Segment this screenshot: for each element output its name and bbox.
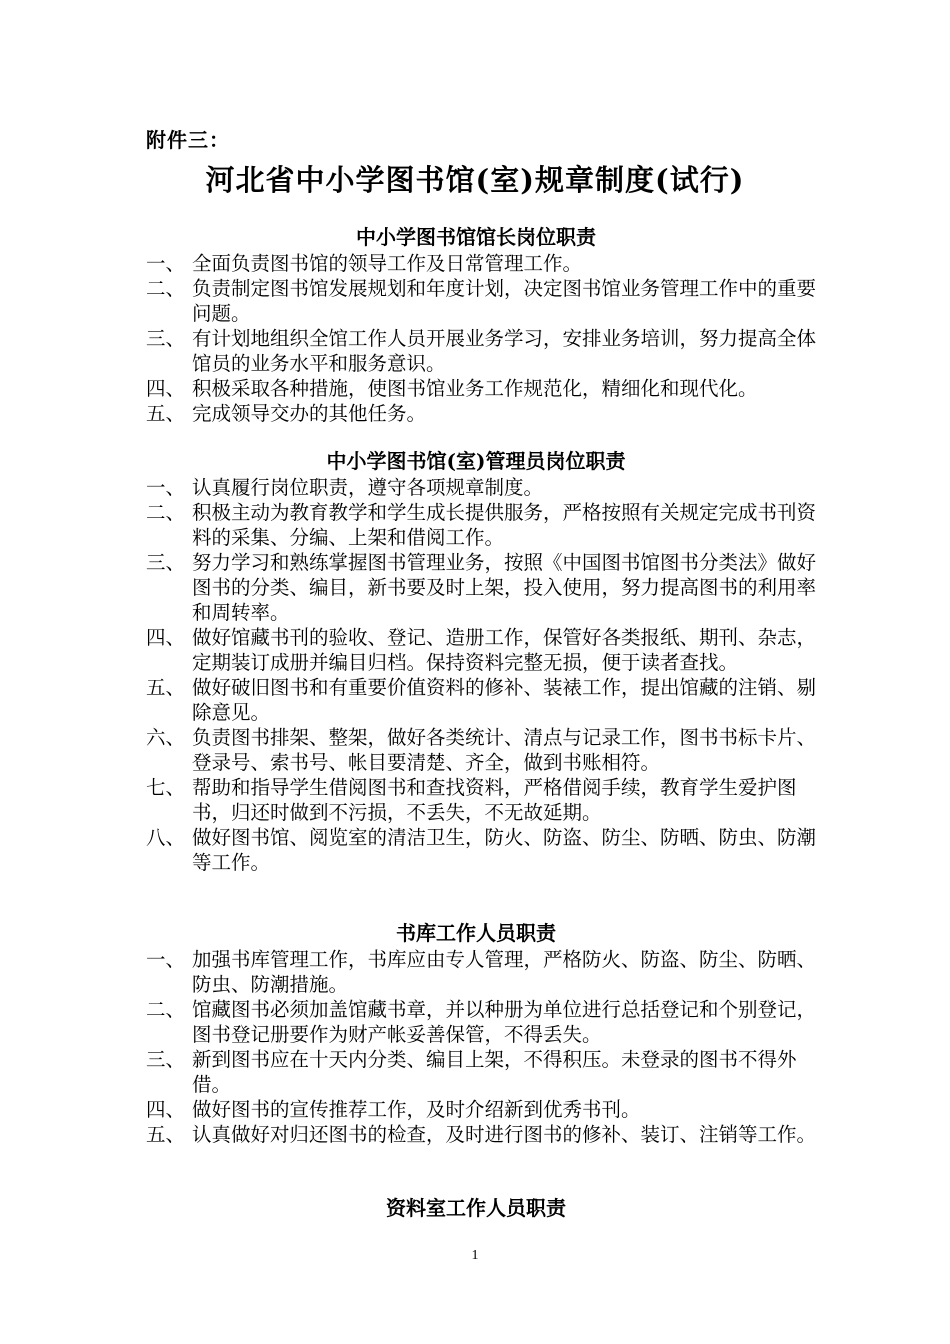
- item-number: 四、: [146, 626, 186, 649]
- item-number: 四、: [146, 377, 186, 400]
- item-text: 积极主动为教育教学和学生成长提供服务，严格按照有关规定完成书刊资料的采集、分编、上架和借阅工作。: [192, 501, 817, 549]
- item-number: 四、: [146, 1098, 186, 1121]
- list-item: [146, 947, 826, 997]
- list-item: [146, 825, 826, 875]
- list-item: [146, 675, 826, 725]
- section-heading: 资料室工作人员职责: [386, 1196, 566, 1220]
- list-item: [146, 775, 826, 825]
- item-text: 认真履行岗位职责，遵守各项规章制度。: [192, 476, 544, 499]
- item-text: 积极采取各种措施，使图书馆业务工作规范化，精细化和现代化。: [192, 377, 758, 400]
- list-item: [146, 251, 826, 276]
- item-text: 负责制定图书馆发展规划和年度计划，决定图书馆业务管理工作中的重要问题。: [192, 277, 817, 325]
- item-text: 加强书库管理工作，书库应由专人管理，严格防火、防盗、防尘、防晒、防虫、防潮措施。: [192, 948, 817, 996]
- item-text: 努力学习和熟练掌握图书管理业务，按照《中国图书馆图书分类法》做好图书的分类、编目，新书要及时上架，投入使用，努力提高图书的利用率和周转率。: [192, 551, 817, 624]
- item-number: 三、: [146, 1048, 186, 1071]
- item-number: 二、: [146, 998, 186, 1021]
- list-item: [146, 725, 826, 775]
- list-item: [146, 376, 826, 401]
- section-heading: 中小学图书馆馆长岗位职责: [356, 225, 596, 249]
- list-item: [146, 500, 826, 550]
- item-number: 二、: [146, 277, 186, 300]
- list-item: [146, 625, 826, 675]
- item-text: 认真做好对归还图书的检查，及时进行图书的修补、装订、注销等工作。: [192, 1123, 817, 1146]
- section-director-duties: [146, 224, 826, 426]
- list-item: [146, 997, 826, 1047]
- list-item: [146, 1047, 826, 1097]
- section-heading: 中小学图书馆(室)管理员岗位职责: [326, 449, 626, 473]
- section-librarian-duties: [146, 448, 826, 875]
- item-text: 帮助和指导学生借阅图书和查找资料，严格借阅手续，教育学生爱护图书，归还时做到不污损，不丢失，不无故延期。: [192, 776, 797, 824]
- item-text: 做好馆藏书刊的验收、登记、造册工作，保管好各类报纸、期刊、杂志，定期装订成册并编目归档。保持资料完整无损，便于读者查找。: [192, 626, 817, 674]
- document-title: 河北省中小学图书馆(室)规章制度(试行): [205, 163, 745, 197]
- item-text: 完成领导交办的其他任务。: [192, 402, 427, 425]
- item-text: 有计划地组织全馆工作人员开展业务学习，安排业务培训，努力提高全体馆员的业务水平和服务意识。: [192, 327, 817, 375]
- item-number: 一、: [146, 476, 186, 499]
- item-text: 新到图书应在十天内分类、编目上架，不得积压。未登录的图书不得外借。: [192, 1048, 797, 1096]
- section-heading: 书库工作人员职责: [396, 921, 556, 945]
- item-text: 负责图书排架、整架，做好各类统计、清点与记录工作，图书书标卡片、登录号、索书号、帐目要清楚、齐全，做到书账相符。: [192, 726, 817, 774]
- item-number: 五、: [146, 676, 186, 699]
- list-item: [146, 326, 826, 376]
- item-number: 五、: [146, 1123, 186, 1146]
- item-text: 全面负责图书馆的领导工作及日常管理工作。: [192, 252, 583, 275]
- section-archive-staff-duties: [146, 1195, 826, 1222]
- item-number: 八、: [146, 826, 186, 849]
- item-number: 七、: [146, 776, 186, 799]
- item-number: 一、: [146, 948, 186, 971]
- list-item: [146, 475, 826, 500]
- item-number: 一、: [146, 252, 186, 275]
- item-number: 三、: [146, 551, 186, 574]
- item-number: 五、: [146, 402, 186, 425]
- attachment-label: 附件三：: [146, 128, 230, 152]
- item-number: 二、: [146, 501, 186, 524]
- section-stacks-staff-duties: [146, 920, 826, 1147]
- list-item: [146, 550, 826, 625]
- item-number: 六、: [146, 726, 186, 749]
- item-number: 三、: [146, 327, 186, 350]
- item-text: 做好图书馆、阅览室的清洁卫生，防火、防盗、防尘、防晒、防虫、防潮等工作。: [192, 826, 817, 874]
- item-text: 馆藏图书必须加盖馆藏书章，并以种册为单位进行总括登记和个别登记，图书登记册要作为财产帐妥善保管，不得丢失。: [192, 998, 817, 1046]
- item-text: 做好破旧图书和有重要价值资料的修补、装裱工作，提出馆藏的注销、剔除意见。: [192, 676, 817, 724]
- page-number: 1: [471, 1248, 479, 1263]
- list-item: [146, 276, 826, 326]
- list-item: [146, 1097, 826, 1122]
- list-item: [146, 401, 826, 426]
- list-item: [146, 1122, 826, 1147]
- item-text: 做好图书的宣传推荐工作，及时介绍新到优秀书刊。: [192, 1098, 641, 1121]
